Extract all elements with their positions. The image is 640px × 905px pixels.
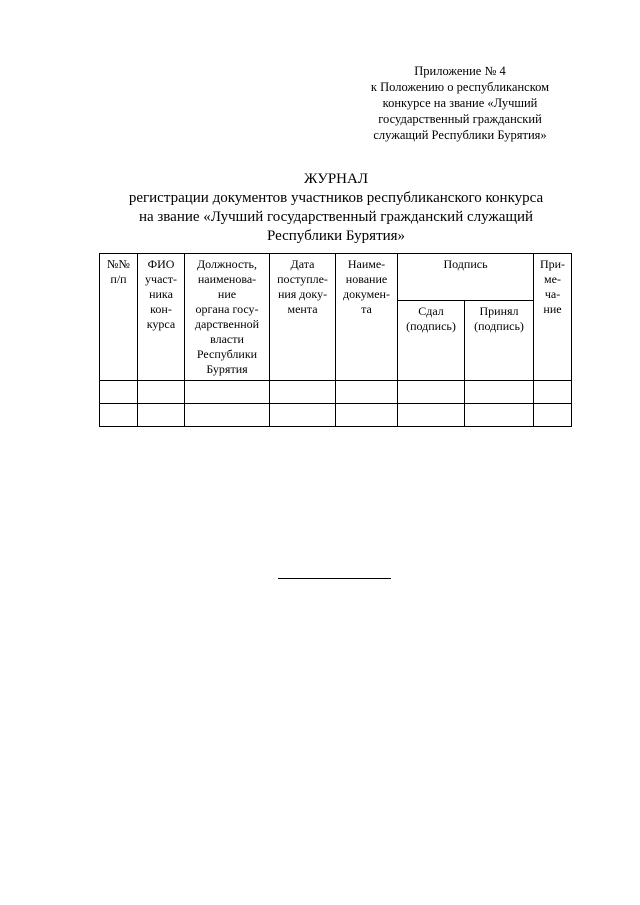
header-note: При- ме- ча- ние: [534, 254, 572, 381]
journal-table: [99, 253, 572, 427]
table-row: [100, 404, 572, 427]
table-cell: [398, 404, 465, 427]
appendix-line: служащий Республики Бурятия»: [373, 128, 547, 142]
header-doc-name: Наиме- нование докумен- та: [336, 254, 398, 381]
header-received: Принял (подпись): [465, 301, 534, 381]
header-date: Дата поступле- ния доку- мента: [270, 254, 336, 381]
table-cell: [465, 404, 534, 427]
header-handed: Сдал (подпись): [398, 301, 465, 381]
table-cell: [138, 381, 185, 404]
table-cell: [398, 381, 465, 404]
title-heading: ЖУРНАЛ: [303, 171, 369, 187]
appendix-line: к Положению о республиканском: [370, 80, 550, 94]
table-cell: [270, 381, 336, 404]
header-number: №№ п/п: [100, 254, 138, 381]
closing-rule: [278, 578, 391, 579]
table-cell: [100, 381, 138, 404]
table-cell: [138, 404, 185, 427]
appendix-line: Приложение № 4: [414, 64, 506, 78]
table-cell: [336, 381, 398, 404]
table-header-row: [100, 254, 572, 301]
table-row: [100, 381, 572, 404]
table-cell: [270, 404, 336, 427]
table-cell: [534, 381, 572, 404]
header-position: Должность, наименова- ние органа госу- дарственной власти Республики Бурятия: [185, 254, 270, 381]
table-cell: [100, 404, 138, 427]
header-fio: ФИО участ- ника кон- курса: [138, 254, 185, 381]
table-cell: [185, 404, 270, 427]
table-cell: [336, 404, 398, 427]
appendix-line: конкурсе на звание «Лучший: [382, 96, 538, 110]
appendix-line: государственный гражданский: [378, 112, 542, 126]
table-cell: [534, 404, 572, 427]
table-cell: [465, 381, 534, 404]
table-cell: [185, 381, 270, 404]
title-line: на звание «Лучший государственный гражданский служащий: [138, 209, 534, 225]
title-line: Республики Бурятия»: [266, 228, 406, 244]
title-line: регистрации документов участников республиканского конкурса: [128, 190, 544, 206]
appendix-note: [360, 63, 560, 143]
header-signature: Подпись: [398, 254, 534, 301]
document-title: [96, 170, 576, 246]
